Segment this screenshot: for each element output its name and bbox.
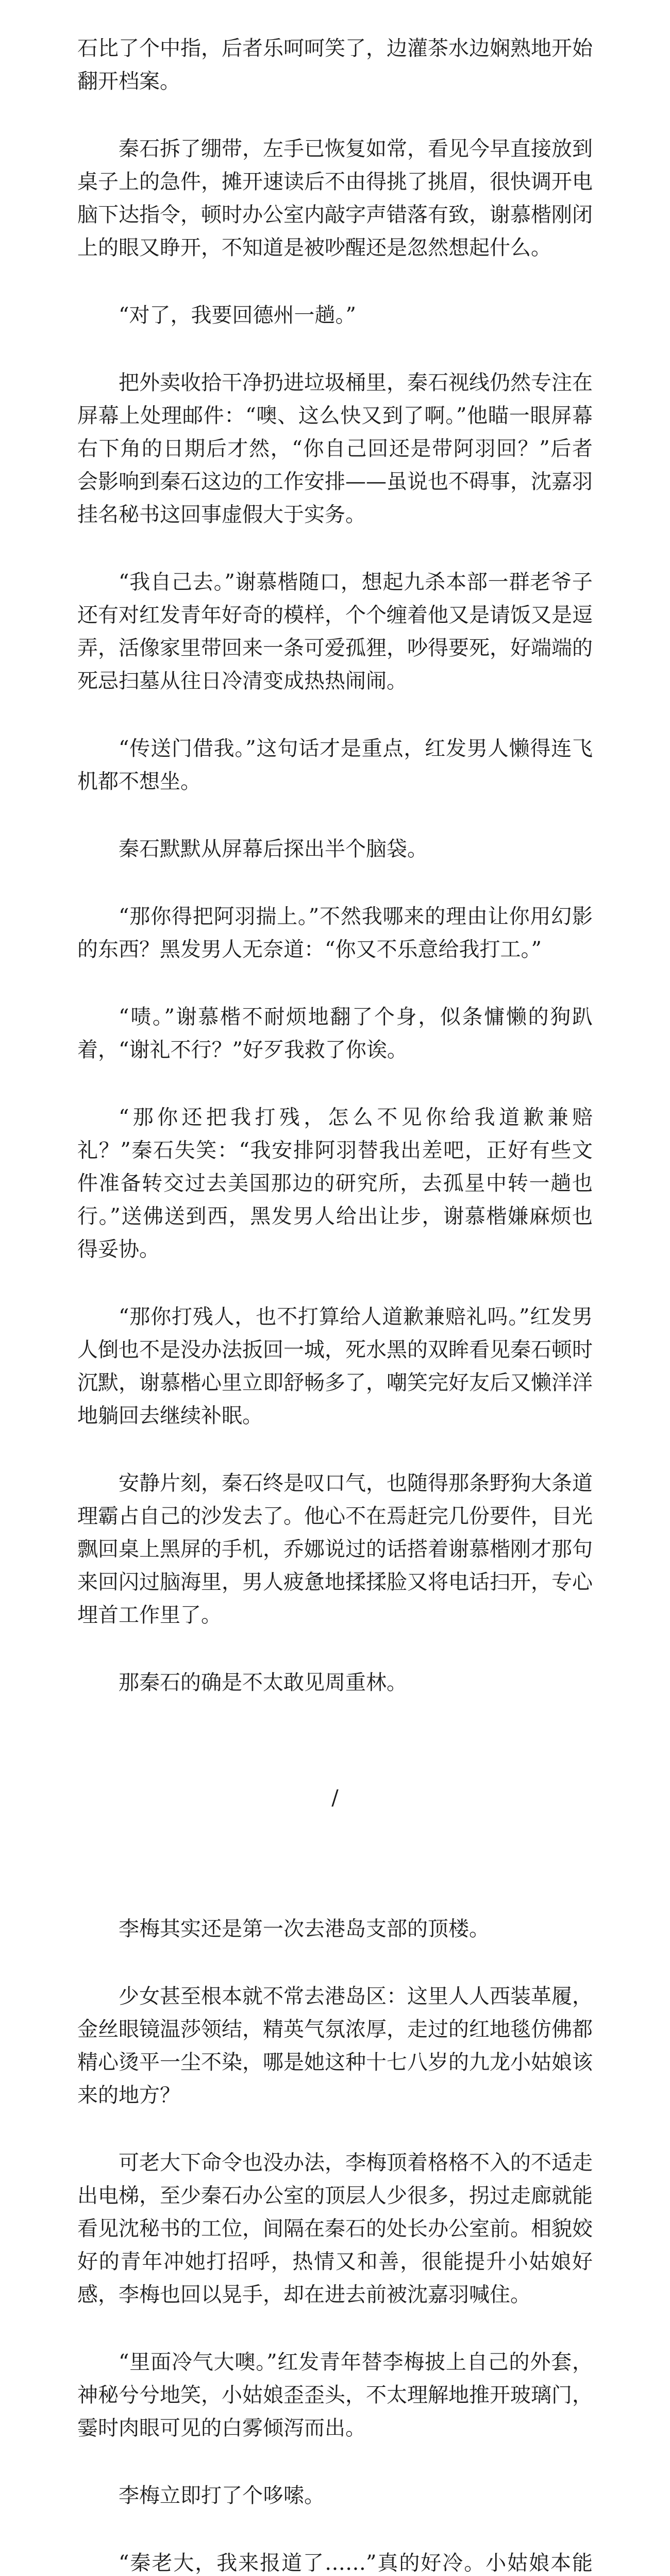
- section-office-scene: [77, 32, 593, 1699]
- paragraph: 安静片刻，秦石终是叹口气，也随得那条野狗大条道理霸占自己的沙发去了。他心不在焉赶完几份要件，目光飘回桌上黑屏的手机，乔娜说过的话搭着谢慕楷刚才那句来回闪过脑海里，男人疲惫地揉揉脸又将电话扫开，专心埋首工作里了。: [77, 1471, 593, 1627]
- paragraph: 可老大下命令也没办法，李梅顶着格格不入的不适走出电梯，至少秦石办公室的顶层人少很多，拐过走廊就能看见沈秘书的工位，间隔在秦石的处长办公室前。相貌姣好的青年冲她打招呼，热情又和善，很能提升小姑娘好感，李梅也回以晃手，却在进去前被沈嘉羽喊住。: [77, 2151, 593, 2307]
- paragraph: “那你打残人，也不打算给人道歉兼赔礼吗。”红发男人倒也不是没办法扳回一城，死水黑的双眸看见秦石顿时沉默，谢慕楷心里立即舒畅多了，嘲笑完好友后又懒洋洋地躺回去继续补眠。: [77, 1305, 593, 1428]
- paragraph: “那你得把阿羽揣上。”不然我哪来的理由让你用幻影的东西？黑发男人无奈道：“你又不乐意给我打工。”: [77, 905, 593, 961]
- paragraph: “我自己去。”谢慕楷随口，想起九杀本部一群老爷子还有对红发青年好奇的模样，个个缠着他又是请饭又是逗弄，活像家里带回来一条可爱孤狸，吵得要死，好端端的死忌扫墓从往日冷清变成热热闹闹。: [77, 570, 593, 693]
- paragraph: “传送门借我。”这句话才是重点，红发男人懒得连飞机都不想坐。: [77, 737, 593, 793]
- paragraph: 秦石拆了绷带，左手已恢复如常，看见今早直接放到桌子上的急件，摊开速读后不由得挑了挑眉，很快调开电脑下达指令，顿时办公室内敲字声错落有致，谢慕楷刚闭上的眼又睁开，不知道是被吵醒还是忽然想起什么。: [77, 137, 593, 260]
- paragraph: 那秦石的确是不太敢见周重林。: [119, 1671, 407, 1694]
- paragraph: 秦石默默从屏幕后探出半个脑袋。: [119, 837, 428, 861]
- paragraph: 把外卖收拾干净扔进垃圾桶里，秦石视线仍然专注在屏幕上处理邮件：“噢、这么快又到了啊。”他瞄一眼屏幕右下角的日期后才然，“你自己回还是带阿羽回？”后者会影响到秦石这边的工作安排——虽说也不碍事，沈嘉羽挂名秘书这回事虚假大于实务。: [77, 371, 593, 527]
- paragraph: 少女甚至根本就不常去港岛区：这里人人西装革履，金丝眼镜温莎领结，精英气氛浓厚，走过的红地毯仿佛都精心烫平一尘不染，哪是她这种十七八岁的九龙小姑娘该来的地方？: [77, 1985, 593, 2107]
- scene-divider: /: [331, 1786, 339, 1810]
- paragraph: “里面冷气大噢。”红发青年替李梅披上自己的外套，神秘兮兮地笑，小姑娘歪歪头，不太理解地推开玻璃门，霎时肉眼可见的白雾倾泻而出。: [77, 2350, 593, 2440]
- paragraph: 石比了个中指，后者乐呵呵笑了，边灌茶水边娴熟地开始翻开档案。: [77, 37, 593, 93]
- paragraph: “那你还把我打残，怎么不见你给我道歉兼赔礼？”秦石失笑：“我安排阿羽替我出差吧，正好有些文件准备转交过去美国那边的研究所，去孤星中转一趟也行。”送佛送到西，黑发男人给出让步，谢慕楷嫌麻烦也得妥协。: [77, 1106, 593, 1261]
- paragraph: “秦老大，我来报道了……”真的好冷。小姑娘本能: [119, 2551, 593, 2575]
- paragraph: “啧。”谢慕楷不耐烦地翻了个身，似条慵懒的狗趴着，“谢礼不行？”好歹我救了你诶。: [77, 1005, 593, 1062]
- paragraph: 李梅立即打了个哆嗦。: [119, 2484, 325, 2507]
- paragraph: “对了，我要回德州一趟。”: [119, 303, 356, 327]
- paragraph: 李梅其实还是第一次去港岛支部的顶楼。: [119, 1917, 490, 1941]
- section-limei-scene: [77, 1912, 593, 2576]
